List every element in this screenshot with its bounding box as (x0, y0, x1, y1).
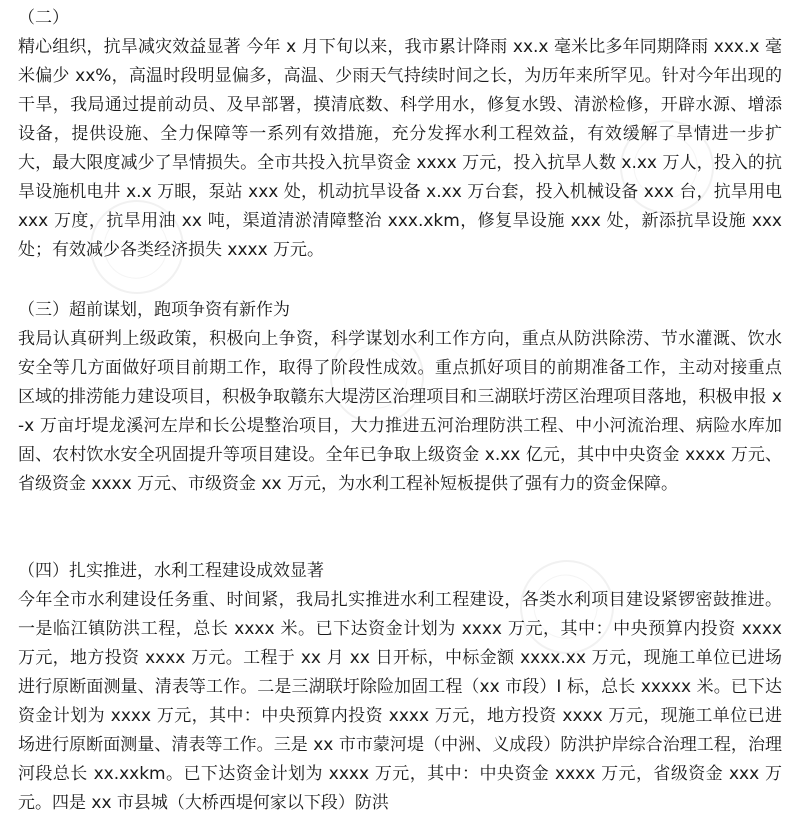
section-paragraph: 精心组织，抗旱减灾效益显著 今年 x 月下旬以来，我市累计降雨 xx.x 毫米比多年同期降雨 xxx.x 毫米偏少 xx%，高温时段明显偏多，高温、少雨天气持续时间之长，为历年来所罕见。针对今年出现的干旱，我局通过提前动员、及早部署，摸清底数、科学用水，修复水毁、清淤检修，开辟水源、增添设备，提供设施、全力保障等一系列有效措施，充分发挥水利工程效益，有效缓解了旱情进一步扩大，最大限度减少了旱情损失。全市共投入抗旱资金 xxxx 万元，投入抗旱人数 x.xx 万人，投入的抗旱设施机电井 x.x 万眼，泵站 xxx 处，机动抗旱设备 x.xx 万台套，投入机械设备 xxx 台，抗旱用电 xxx 万度，抗旱用油 xx 吨，渠道清淤清障整治 xxx.xkm，修复旱设施 xxx 处，新添抗旱设施 xxx 处；有效减少各类经济损失 xxxx 万元。 (18, 37, 782, 260)
section-heading: （二） (18, 8, 69, 28)
section-paragraph: 今年全市水利建设任务重、时间紧，我局扎实推进水利工程建设，各类水利项目建设紧锣密鼓推进。一是临江镇防洪工程，总长 xxxx 米。已下达资金计划为 xxxx 万元，其中：中央预算内投资 xxxx 万元，地方投资 xxxx 万元。工程于 xx 月 xx 日开标，中标金额 xxxx.xx 万元，现施工单位已进场进行原断面测量、清表等工作。二是三湖联圩除险加固工程（xx 市段）I 标，总长 xxxxx 米。已下达资金计划为 xxxx 万元，其中：中央预算内投资 xxxx 万元，地方投资 xxxx 万元，现施工单位已进场进行原断面测量、清表等工作。三是 xx 市市蒙河堤（中洲、义成段）防洪护岸综合治理工程，治理河段总长 xx.xxkm。已下达资金计划为 xxxx 万元，其中：中央资金 xxxx 万元，省级资金 xxx 万元。四是 xx 市县城（大桥西堤何家以下段）防洪 (18, 590, 782, 813)
section-paragraph: 我局认真研判上级政策，积极向上争资，科学谋划水利工作方向，重点从防洪除涝、节水灌溉、饮水安全等几方面做好项目前期工作，取得了阶段性成效。重点抓好项目的前期准备工作，主动对接重点区域的排涝能力建设项目，积极争取赣东大堤涝区治理项目和三湖联圩涝区治理项目落地，积极申报 x-x 万亩圩堤龙溪河左岸和长公堤整治项目，大力推进五河治理防洪工程、中小河流治理、病险水库加固、农村饮水安全巩固提升等项目建设。全年已争取上级资金 x.xx 亿元，其中中央资金 xxxx 万元、省级资金 xxxx 万元、市级资金 xx 万元，为水利工程补短板提供了强有力的资金保障。 (18, 329, 782, 494)
section-heading: （四）扎实推进，水利工程建设成效显著 (18, 561, 324, 581)
section-heading: （三）超前谋划，跑项争资有新作为 (18, 300, 290, 320)
